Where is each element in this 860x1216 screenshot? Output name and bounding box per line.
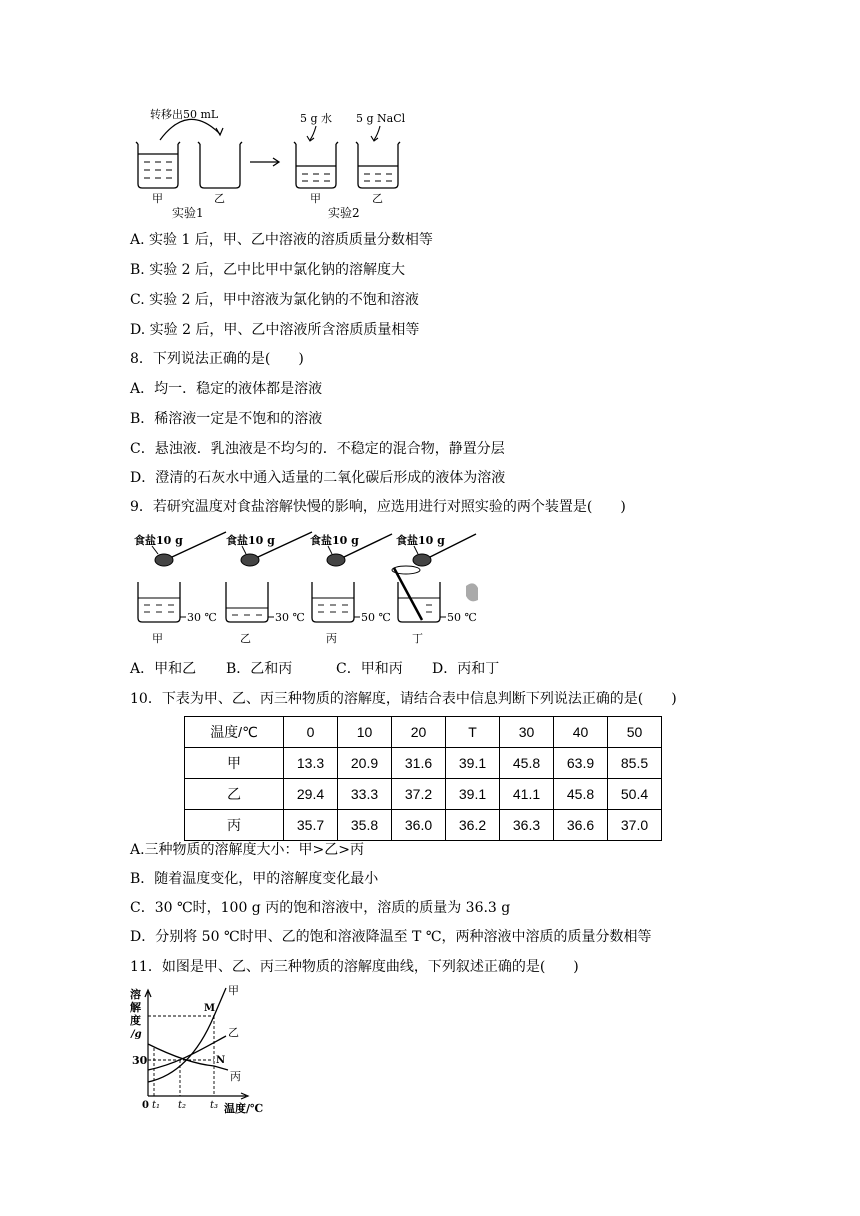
experiment-figure [130, 102, 450, 220]
name-ding: 丁 [412, 632, 423, 645]
q11-stem: 11．如图是甲、乙、丙三种物质的溶解度曲线，下列叙述正确的是( ) [130, 959, 579, 975]
q9-stem: 9．若研究温度对食盐溶解快慢的影响，应选用进行对照实验的两个装置是( ) [130, 499, 626, 515]
q10-option-d: D．分别将 50 ℃时甲、乙的饱和溶液降温至 T ℃，两种溶液中溶质的质量分数相等 [130, 929, 652, 945]
beaker-yi-exp1 [198, 142, 242, 188]
q8-option-d: D．澄清的石灰水中通入适量的二氧化碳后形成的液体为溶液 [130, 470, 506, 486]
table-cell: 35.7 [284, 810, 338, 841]
spoon-icon [413, 554, 431, 566]
table-cell: 36.3 [500, 810, 554, 841]
x-tick-t3: t₃ [210, 1100, 219, 1111]
guide-lines [148, 1016, 214, 1096]
table-cell: 36.2 [446, 810, 500, 841]
spoon-icon [327, 554, 345, 566]
table-cell: 50 [608, 717, 662, 748]
table-cell: 85.5 [608, 748, 662, 779]
q8-option-a: A．均一．稳定的液体都是溶液 [130, 381, 323, 397]
table-cell: 30 [500, 717, 554, 748]
grey-mark [466, 583, 478, 601]
name-bing: 丙 [326, 632, 337, 645]
q10-stem: 10．下表为甲、乙、丙三种物质的溶解度，请结合表中信息判断下列说法正确的是( ) [130, 691, 677, 707]
table-cell: 37.2 [392, 779, 446, 810]
salt-label-bing: 食盐10 g [310, 534, 359, 547]
q9-option-d: D．丙和丁 [432, 661, 500, 677]
table-cell: 20.9 [338, 748, 392, 779]
label-yi-exp2: 乙 [372, 192, 383, 205]
table-cell: 10 [338, 717, 392, 748]
temp-ding: 50 ℃ [447, 611, 477, 624]
table-cell: 33.3 [338, 779, 392, 810]
table-row [185, 810, 662, 841]
salt-label-ding: 食盐10 g [396, 534, 445, 547]
table-cell: 39.1 [446, 748, 500, 779]
point-m: M [204, 1003, 216, 1014]
curve-label-yi: 乙 [228, 1026, 239, 1039]
q7-option-d: D. 实验 2 后，甲、乙中溶液所含溶质质量相等 [130, 322, 420, 338]
table-cell: 40 [554, 717, 608, 748]
table-cell: 45.8 [554, 779, 608, 810]
setup-ding [392, 533, 477, 645]
label-jia-exp1: 甲 [152, 192, 163, 205]
table-cell: 29.4 [284, 779, 338, 810]
name-yi: 乙 [240, 632, 251, 645]
table-cell: 39.1 [446, 779, 500, 810]
y-label-2: 解 [130, 1001, 141, 1014]
table-cell: 丙 [185, 810, 284, 841]
curve-label-bing: 丙 [230, 1070, 241, 1083]
transfer-arrow [160, 119, 220, 140]
q8-stem: 8．下列说法正确的是( ) [130, 351, 304, 367]
solubility-table [184, 716, 662, 841]
y-label-1: 溶 [130, 988, 141, 1001]
table-cell: 乙 [185, 779, 284, 810]
q9-option-a: A．甲和乙 [130, 661, 197, 677]
spoon-icon [241, 554, 259, 566]
table-cell: 甲 [185, 748, 284, 779]
table-cell: 41.1 [500, 779, 554, 810]
x-tick-t2: t₂ [178, 1100, 187, 1111]
exp2-label: 实验2 [328, 206, 360, 220]
x-axis-label: 温度/℃ [224, 1102, 264, 1114]
table-cell: 35.8 [338, 810, 392, 841]
point-n: N [216, 1055, 226, 1066]
table-row [185, 748, 662, 779]
curve-label-jia: 甲 [228, 984, 239, 997]
table-cell: 0 [284, 717, 338, 748]
exp1-label: 实验1 [172, 206, 204, 220]
spoon-icon [155, 554, 173, 566]
table-cell: 45.8 [500, 748, 554, 779]
q7-option-b: B. 实验 2 后，乙中比甲中氯化钠的溶解度大 [130, 262, 405, 278]
x-tick-t1: t₁ [152, 1100, 161, 1111]
temp-yi: 30 ℃ [275, 611, 305, 624]
q8-option-b: B．稀溶液一定是不饱和的溶液 [130, 411, 323, 427]
q7-option-a: A. 实验 1 后，甲、乙中溶液的溶质质量分数相等 [130, 232, 433, 248]
q10-option-b: B．随着温度变化，甲的溶解度变化最小 [130, 871, 379, 887]
origin-label: 0 [142, 1100, 149, 1111]
y-label-3: 度 [130, 1014, 141, 1027]
setup-yi [226, 532, 312, 645]
q10-option-a: A.三种物质的溶解度大小：甲>乙>丙 [130, 842, 365, 858]
q10-option-c: C．30 ℃时，100 g 丙的饱和溶液中，溶质的质量为 36.3 g [130, 900, 511, 916]
table-cell: 50.4 [608, 779, 662, 810]
water-label: 5 g 水 [300, 112, 333, 125]
salt-label-jia: 食盐10 g [134, 534, 183, 547]
transfer-label: 转移出50 mL [150, 108, 219, 121]
arrow-right-icon [250, 158, 279, 166]
y-label-4: /g [131, 1029, 142, 1040]
table-cell: 31.6 [392, 748, 446, 779]
table-cell: 36.6 [554, 810, 608, 841]
label-yi-exp1: 乙 [214, 192, 225, 205]
salt-dissolving-figure [130, 528, 482, 648]
q9-option-b: B．乙和丙 [226, 661, 293, 677]
solubility-curve-figure [128, 984, 276, 1114]
q8-option-c: C．悬浊液．乳浊液是不均匀的．不稳定的混合物，静置分层 [130, 441, 505, 457]
setup-bing [310, 533, 392, 645]
q9-options [130, 660, 499, 678]
label-jia-exp2: 甲 [310, 192, 321, 205]
table-cell: 13.3 [284, 748, 338, 779]
nacl-label: 5 g NaCl [356, 112, 406, 125]
y-tick-30: 30 [132, 1054, 148, 1067]
temp-jia: 30 ℃ [187, 611, 217, 624]
salt-label-yi: 食盐10 g [226, 534, 275, 547]
table-cell: 20 [392, 717, 446, 748]
q9-option-c: C．甲和丙 [336, 661, 403, 677]
q7-option-c: C. 实验 2 后，甲中溶液为氯化钠的不饱和溶液 [130, 292, 419, 308]
setup-jia [134, 532, 226, 645]
table-row [185, 779, 662, 810]
table-cell: 37.0 [608, 810, 662, 841]
temp-bing: 50 ℃ [361, 611, 391, 624]
table-cell: 温度/℃ [185, 717, 284, 748]
table-cell: 63.9 [554, 748, 608, 779]
table-header-row [185, 717, 662, 748]
beaker-jia-exp1 [136, 142, 180, 188]
table-cell: T [446, 717, 500, 748]
table-cell: 36.0 [392, 810, 446, 841]
name-jia: 甲 [152, 632, 163, 645]
